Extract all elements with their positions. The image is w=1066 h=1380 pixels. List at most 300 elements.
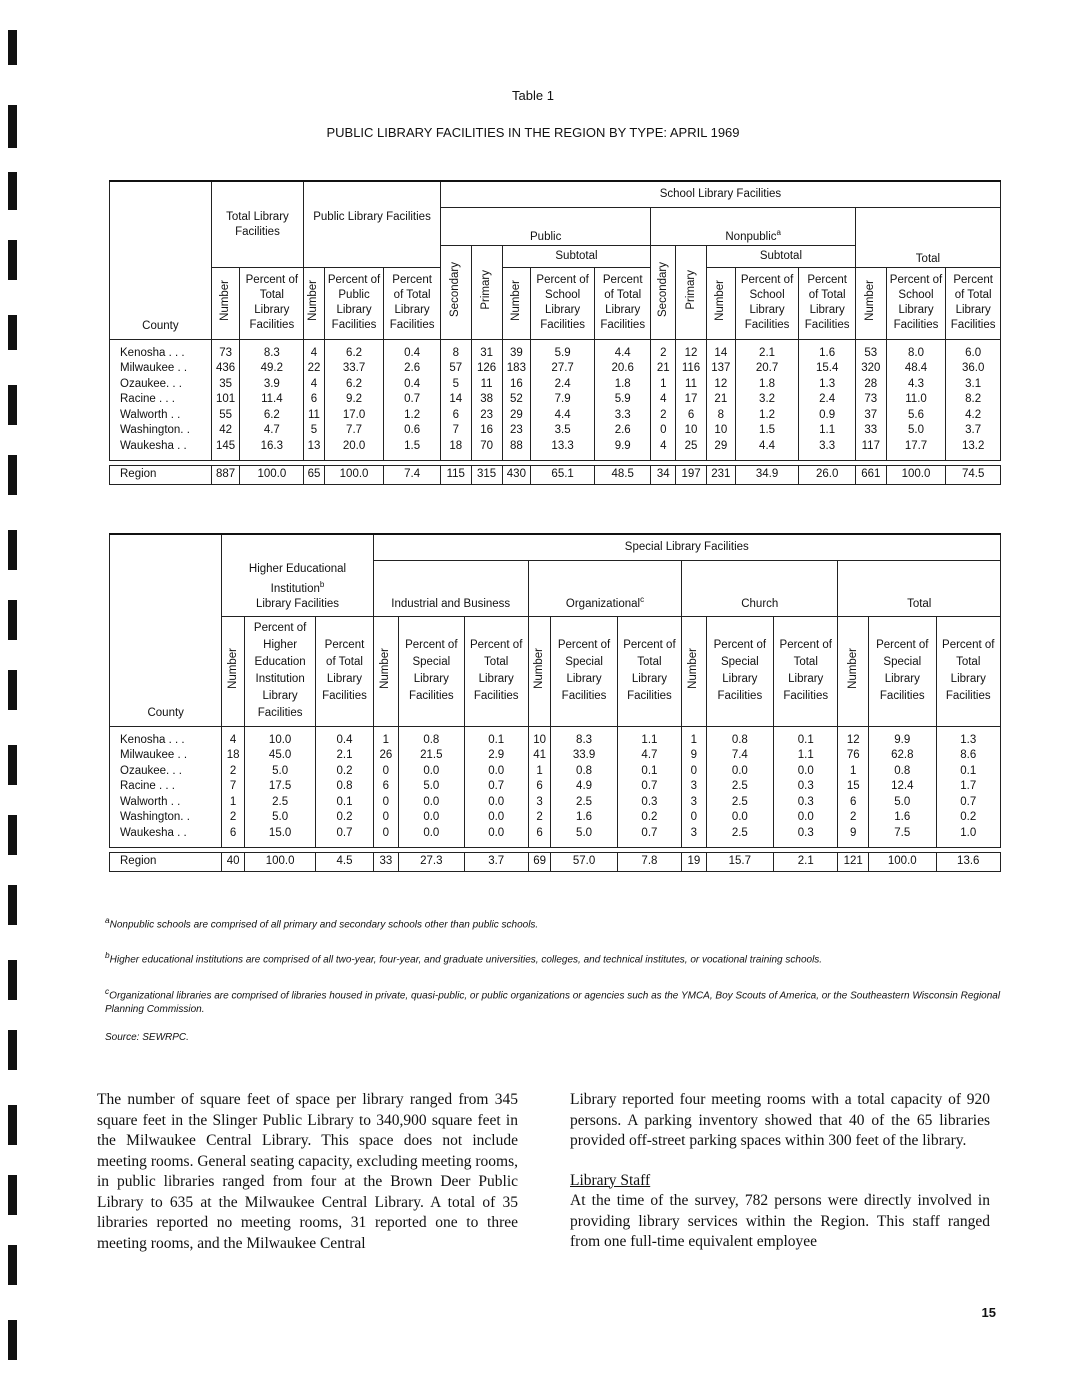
region-value-cell: 100.0: [869, 853, 936, 872]
value-cell: 20.0: [324, 439, 384, 461]
county-header: County: [110, 534, 222, 726]
value-cell: 6: [222, 826, 244, 848]
value-cell: 1.3: [936, 726, 1001, 748]
value-cell: 3.2: [735, 392, 799, 408]
county-cell: Walworth . .: [110, 795, 222, 811]
value-cell: 7.4: [706, 748, 773, 764]
value-cell: 14: [440, 392, 471, 408]
county-cell: Waukesha . .: [110, 826, 222, 848]
region-value-cell: 40: [222, 853, 244, 872]
value-cell: 48.4: [886, 361, 946, 377]
region-value-cell: 231: [706, 466, 735, 485]
region-value-cell: 197: [676, 466, 707, 485]
region-value-cell: 887: [211, 466, 240, 485]
value-cell: 33.9: [551, 748, 617, 764]
value-cell: 6: [838, 795, 869, 811]
value-cell: 2.4: [531, 377, 595, 393]
footnote-a: $^a$Nonpublic schools are comprised of all primary and secondary schools other than public schools.: [105, 915, 539, 931]
value-cell: 116: [676, 361, 707, 377]
county-cell: Ozaukee. . .: [110, 377, 212, 393]
value-cell: 4.4: [531, 408, 595, 424]
value-cell: 5.0: [244, 764, 316, 780]
region-value-cell: 121: [838, 853, 869, 872]
region-label: Region: [110, 853, 222, 872]
value-cell: 3.7: [946, 423, 1001, 439]
value-cell: 0.2: [617, 810, 681, 826]
value-cell: 5.0: [551, 826, 617, 848]
county-cell: Kenosha . . .: [110, 726, 222, 748]
church-header: Church: [682, 560, 838, 616]
value-cell: 8: [440, 339, 471, 361]
value-cell: 137: [706, 361, 735, 377]
value-cell: 17: [676, 392, 707, 408]
value-cell: 2.6: [594, 423, 651, 439]
punch-bar: [8, 960, 17, 1000]
value-cell: 36.0: [946, 361, 1001, 377]
value-cell: 126: [471, 361, 502, 377]
value-cell: 0.2: [316, 764, 373, 780]
value-cell: 0.8: [706, 726, 773, 748]
region-value-cell: 34.9: [735, 466, 799, 485]
value-cell: 20.6: [594, 361, 651, 377]
region-value-cell: 15.7: [706, 853, 773, 872]
value-cell: 0.6: [384, 423, 441, 439]
value-cell: 11: [471, 377, 502, 393]
value-cell: 0.7: [936, 795, 1001, 811]
value-cell: 73: [855, 392, 886, 408]
value-cell: 20.7: [735, 361, 799, 377]
region-total-row: [110, 466, 1001, 485]
col-pct-special: Percent of Special Library Facilities: [551, 616, 617, 726]
value-cell: 0.0: [399, 810, 464, 826]
county-cell: Milwaukee . .: [110, 361, 212, 377]
value-cell: 1: [682, 726, 707, 748]
value-cell: 1.7: [936, 779, 1001, 795]
region-total-row: [110, 853, 1001, 872]
value-cell: 0: [651, 423, 676, 439]
table-row: [110, 726, 1001, 748]
value-cell: 0.0: [399, 764, 464, 780]
footnote-b: $^b$Higher educational institutions are comprised of all two-year, four-year, and graduate universities, colleges, and technical institutes, or vocational training schools.: [105, 950, 823, 966]
region-value-cell: 3.7: [464, 853, 528, 872]
county-cell: Kenosha . . .: [110, 339, 212, 361]
region-value-cell: 115: [440, 466, 471, 485]
punch-bar: [8, 670, 17, 710]
value-cell: 27.7: [531, 361, 595, 377]
value-cell: 4.2: [946, 408, 1001, 424]
col-number: Number: [682, 616, 707, 726]
value-cell: 145: [211, 439, 240, 461]
value-cell: 3: [682, 795, 707, 811]
higher-special-facilities-table: [109, 533, 1001, 872]
col-pct-special: Percent of Special Library Facilities: [399, 616, 464, 726]
value-cell: 12: [706, 377, 735, 393]
col-number: Number: [222, 616, 244, 726]
value-cell: 6: [304, 392, 325, 408]
value-cell: 15.0: [244, 826, 316, 848]
county-cell: Racine . . .: [110, 392, 212, 408]
value-cell: 2: [528, 810, 550, 826]
col-number: Number: [528, 616, 550, 726]
col-pct-total: Percent of Total Library Facilities: [240, 267, 304, 339]
value-cell: 11.0: [886, 392, 946, 408]
value-cell: 0.8: [399, 726, 464, 748]
col-pct-total: Percent of Total Library Facilities: [594, 267, 651, 339]
col-number: Number: [502, 267, 531, 339]
value-cell: 14: [706, 339, 735, 361]
value-cell: 0.8: [869, 764, 936, 780]
col-pct-special: Percent of Special Library Facilities: [869, 616, 936, 726]
value-cell: 2: [651, 408, 676, 424]
value-cell: 12: [676, 339, 707, 361]
value-cell: 6.0: [946, 339, 1001, 361]
value-cell: 3.9: [240, 377, 304, 393]
col-pct-total: Percent of Total Library Facilities: [946, 267, 1001, 339]
value-cell: 6: [373, 779, 399, 795]
binding-punch-marks: [8, 0, 20, 1380]
value-cell: 45.0: [244, 748, 316, 764]
punch-bar: [8, 530, 17, 570]
value-cell: 0.1: [316, 795, 373, 811]
value-cell: 9.9: [869, 726, 936, 748]
value-cell: 0.0: [774, 764, 838, 780]
value-cell: 7: [440, 423, 471, 439]
body-column-left: [97, 1090, 518, 1254]
value-cell: 2.5: [551, 795, 617, 811]
region-value-cell: 19: [682, 853, 707, 872]
value-cell: 3.3: [799, 439, 856, 461]
value-cell: 0.4: [384, 339, 441, 361]
special-facilities-header: Special Library Facilities: [373, 534, 1000, 560]
col-secondary: Secondary: [651, 245, 676, 339]
special-total-header: Total: [838, 560, 1001, 616]
paragraph: At the time of the survey, 782 persons were directly involved in providing library services within the Region. This staff ranged from one full-time equivalent employee: [570, 1192, 990, 1250]
punch-bar: [8, 600, 17, 640]
value-cell: 16: [471, 423, 502, 439]
value-cell: 6.2: [240, 408, 304, 424]
value-cell: 25: [676, 439, 707, 461]
col-pct-total: Percent of Total Library Facilities: [936, 616, 1001, 726]
value-cell: 10: [528, 726, 550, 748]
value-cell: 0: [373, 810, 399, 826]
value-cell: 12.4: [869, 779, 936, 795]
col-pct-total: Percent of Total Library Facilities: [316, 616, 373, 726]
value-cell: 17.5: [244, 779, 316, 795]
value-cell: 0.0: [464, 810, 528, 826]
value-cell: 28: [855, 377, 886, 393]
value-cell: 21.5: [399, 748, 464, 764]
value-cell: 5: [440, 377, 471, 393]
value-cell: 23: [502, 423, 531, 439]
value-cell: 0.7: [316, 826, 373, 848]
value-cell: 0: [373, 764, 399, 780]
value-cell: 0.8: [551, 764, 617, 780]
value-cell: 2.9: [464, 748, 528, 764]
table-row: [110, 748, 1001, 764]
punch-bar: [8, 385, 17, 425]
value-cell: 1: [373, 726, 399, 748]
value-cell: 1.3: [799, 377, 856, 393]
value-cell: 2.4: [799, 392, 856, 408]
school-nonpublic-header: Nonpublic$^a$: [651, 207, 855, 245]
table-row: [110, 779, 1001, 795]
library-facilities-table: [109, 180, 1001, 485]
value-cell: 2.1: [316, 748, 373, 764]
value-cell: 6: [528, 779, 550, 795]
col-number: Number: [211, 267, 240, 339]
source-note: Source: SEWRPC.: [105, 1031, 189, 1043]
punch-bar: [8, 315, 17, 350]
value-cell: 7.7: [324, 423, 384, 439]
value-cell: 2.5: [706, 826, 773, 848]
value-cell: 22: [304, 361, 325, 377]
value-cell: 3: [528, 795, 550, 811]
col-number: Number: [373, 616, 399, 726]
footnote-c: $^c$Organizational libraries are comprised of libraries housed in private, quasi-public, or public organizations or agencies such as the YMCA, Boy Scouts of America, or the Southeastern Wisconsin Regional Planning Commission.: [105, 985, 1001, 1015]
value-cell: 2: [838, 810, 869, 826]
value-cell: 320: [855, 361, 886, 377]
col-number: Number: [304, 267, 325, 339]
value-cell: 1.2: [735, 408, 799, 424]
punch-bar: [8, 30, 17, 65]
value-cell: 4: [304, 339, 325, 361]
punch-bar: [8, 815, 17, 855]
value-cell: 6: [676, 408, 707, 424]
page-number: 15: [981, 1305, 996, 1320]
value-cell: 18: [222, 748, 244, 764]
value-cell: 3.5: [531, 423, 595, 439]
value-cell: 0.0: [464, 826, 528, 848]
value-cell: 9: [682, 748, 707, 764]
value-cell: 29: [706, 439, 735, 461]
region-value-cell: 74.5: [946, 466, 1001, 485]
value-cell: 0.1: [617, 764, 681, 780]
region-value-cell: 661: [855, 466, 886, 485]
industrial-header: Industrial and Business: [373, 560, 528, 616]
value-cell: 0: [373, 826, 399, 848]
value-cell: 8.0: [886, 339, 946, 361]
value-cell: 16: [502, 377, 531, 393]
table-body: [110, 726, 1001, 872]
region-value-cell: 65: [304, 466, 325, 485]
value-cell: 4.7: [240, 423, 304, 439]
nonpublic-subtotal-header: Subtotal: [706, 245, 855, 267]
value-cell: 0.2: [316, 810, 373, 826]
table-row: [110, 810, 1001, 826]
value-cell: 6.2: [324, 377, 384, 393]
value-cell: 33.7: [324, 361, 384, 377]
region-value-cell: 13.6: [936, 853, 1001, 872]
value-cell: 0.3: [774, 826, 838, 848]
value-cell: 436: [211, 361, 240, 377]
col-pct-total: Percent of Total Library Facilities: [774, 616, 838, 726]
table-row: [110, 361, 1001, 377]
value-cell: 0.4: [384, 377, 441, 393]
value-cell: 5.0: [399, 779, 464, 795]
value-cell: 1: [528, 764, 550, 780]
table-title: PUBLIC LIBRARY FACILITIES IN THE REGION BY TYPE: APRIL 1969: [326, 125, 740, 140]
punch-bar: [8, 885, 17, 925]
value-cell: 13.3: [531, 439, 595, 461]
punch-bar: [8, 1105, 17, 1145]
value-cell: 0.7: [384, 392, 441, 408]
table-row: [110, 795, 1001, 811]
table-row: [110, 439, 1001, 461]
value-cell: 3: [682, 826, 707, 848]
value-cell: 0.3: [774, 779, 838, 795]
value-cell: 0.0: [706, 810, 773, 826]
value-cell: 8.6: [936, 748, 1001, 764]
region-value-cell: 27.3: [399, 853, 464, 872]
value-cell: 15: [838, 779, 869, 795]
value-cell: 0.0: [399, 795, 464, 811]
organizational-header: Organizational$^c$: [528, 560, 681, 616]
value-cell: 1.6: [551, 810, 617, 826]
paragraph: The number of square feet of space per library ranged from 345 square feet in the Slinger Public Library to 340,900 square feet in the Milwaukee Central Library. This space does not include meeting rooms. General seating capacity, excluding meeting rooms, in public libraries ranged from four at the Brown Deer Public Library to 635 at the Milwaukee Central Library. A total of 35 libraries reported no meeting rooms, 31 reported one to three meeting rooms, and the Milwaukee Central: [97, 1091, 518, 1252]
col-number: Number: [855, 267, 886, 339]
col-primary: Primary: [471, 245, 502, 339]
region-value-cell: 100.0: [886, 466, 946, 485]
punch-bar: [8, 1175, 17, 1215]
value-cell: 0.9: [799, 408, 856, 424]
value-cell: 0.0: [706, 764, 773, 780]
value-cell: 101: [211, 392, 240, 408]
value-cell: 5.0: [869, 795, 936, 811]
value-cell: 53: [855, 339, 886, 361]
value-cell: 31: [471, 339, 502, 361]
col-secondary: Secondary: [440, 245, 471, 339]
value-cell: 11: [676, 377, 707, 393]
value-cell: 8.3: [240, 339, 304, 361]
value-cell: 21: [651, 361, 676, 377]
value-cell: 4.4: [735, 439, 799, 461]
region-label: Region: [110, 466, 212, 485]
body-column-right: [570, 1090, 990, 1253]
value-cell: 1.1: [774, 748, 838, 764]
value-cell: 88: [502, 439, 531, 461]
value-cell: 1: [838, 764, 869, 780]
paragraph: Library reported four meeting rooms with a total capacity of 920 persons. A parking inventory showed that 40 of the 65 libraries provided off-street parking spaces within 300 feet of the library.: [570, 1091, 990, 1149]
region-value-cell: 315: [471, 466, 502, 485]
value-cell: 4: [651, 392, 676, 408]
value-cell: 7: [222, 779, 244, 795]
value-cell: 2.5: [244, 795, 316, 811]
value-cell: 0.7: [617, 779, 681, 795]
value-cell: 35: [211, 377, 240, 393]
value-cell: 33: [855, 423, 886, 439]
value-cell: 1.1: [617, 726, 681, 748]
value-cell: 0.2: [936, 810, 1001, 826]
punch-bar: [8, 745, 17, 785]
col-pct-school: Percent of School Library Facilities: [735, 267, 799, 339]
value-cell: 62.8: [869, 748, 936, 764]
region-value-cell: 7.4: [384, 466, 441, 485]
value-cell: 42: [211, 423, 240, 439]
county-cell: Walworth . .: [110, 408, 212, 424]
value-cell: 8.3: [551, 726, 617, 748]
col-pct-school: Percent of School Library Facilities: [531, 267, 595, 339]
value-cell: 55: [211, 408, 240, 424]
value-cell: 10: [676, 423, 707, 439]
county-cell: Milwaukee . .: [110, 748, 222, 764]
value-cell: 52: [502, 392, 531, 408]
value-cell: 37: [855, 408, 886, 424]
value-cell: 183: [502, 361, 531, 377]
punch-bar: [8, 1245, 17, 1285]
punch-bar: [8, 1030, 17, 1070]
value-cell: 17.7: [886, 439, 946, 461]
punch-bar: [8, 172, 17, 210]
col-pct-total: Percent of Total Library Facilities: [799, 267, 856, 339]
value-cell: 0.0: [774, 810, 838, 826]
value-cell: 2.6: [384, 361, 441, 377]
section-heading: Library Staff: [570, 1171, 651, 1189]
value-cell: 11: [304, 408, 325, 424]
school-facilities-header: School Library Facilities: [440, 181, 1000, 207]
value-cell: 5.9: [531, 339, 595, 361]
col-pct-total: Percent of Total Library Facilities: [617, 616, 681, 726]
value-cell: 1.8: [735, 377, 799, 393]
value-cell: 3: [682, 779, 707, 795]
region-value-cell: 100.0: [244, 853, 316, 872]
value-cell: 4: [651, 439, 676, 461]
region-value-cell: 65.1: [531, 466, 595, 485]
value-cell: 17.0: [324, 408, 384, 424]
value-cell: 9: [838, 826, 869, 848]
region-value-cell: 34: [651, 466, 676, 485]
value-cell: 76: [838, 748, 869, 764]
value-cell: 0: [373, 795, 399, 811]
value-cell: 18: [440, 439, 471, 461]
col-pct-total: Percent of Total Library Facilities: [384, 267, 441, 339]
value-cell: 10: [706, 423, 735, 439]
col-primary: Primary: [676, 245, 707, 339]
value-cell: 4: [304, 377, 325, 393]
region-value-cell: 100.0: [324, 466, 384, 485]
county-cell: Ozaukee. . .: [110, 764, 222, 780]
table-row: [110, 392, 1001, 408]
value-cell: 4.7: [617, 748, 681, 764]
col-number: Number: [706, 267, 735, 339]
public-facilities-header: Public Library Facilities: [304, 181, 441, 267]
value-cell: 1.5: [384, 439, 441, 461]
value-cell: 15.4: [799, 361, 856, 377]
table-row: [110, 764, 1001, 780]
value-cell: 41: [528, 748, 550, 764]
value-cell: 8: [706, 408, 735, 424]
value-cell: 13: [304, 439, 325, 461]
value-cell: 1.1: [799, 423, 856, 439]
value-cell: 1.6: [799, 339, 856, 361]
value-cell: 0: [682, 764, 707, 780]
public-subtotal-header: Subtotal: [502, 245, 651, 267]
value-cell: 9.9: [594, 439, 651, 461]
county-header: County: [110, 181, 212, 339]
value-cell: 0.1: [464, 726, 528, 748]
value-cell: 2.5: [706, 795, 773, 811]
col-pct-public: Percent of Public Library Facilities: [324, 267, 384, 339]
value-cell: 2: [651, 339, 676, 361]
value-cell: 1.5: [735, 423, 799, 439]
region-value-cell: 100.0: [240, 466, 304, 485]
value-cell: 0.1: [936, 764, 1001, 780]
value-cell: 0.0: [464, 764, 528, 780]
region-value-cell: 26.0: [799, 466, 856, 485]
value-cell: 39: [502, 339, 531, 361]
value-cell: 2.5: [706, 779, 773, 795]
value-cell: 5.9: [594, 392, 651, 408]
value-cell: 4.4: [594, 339, 651, 361]
